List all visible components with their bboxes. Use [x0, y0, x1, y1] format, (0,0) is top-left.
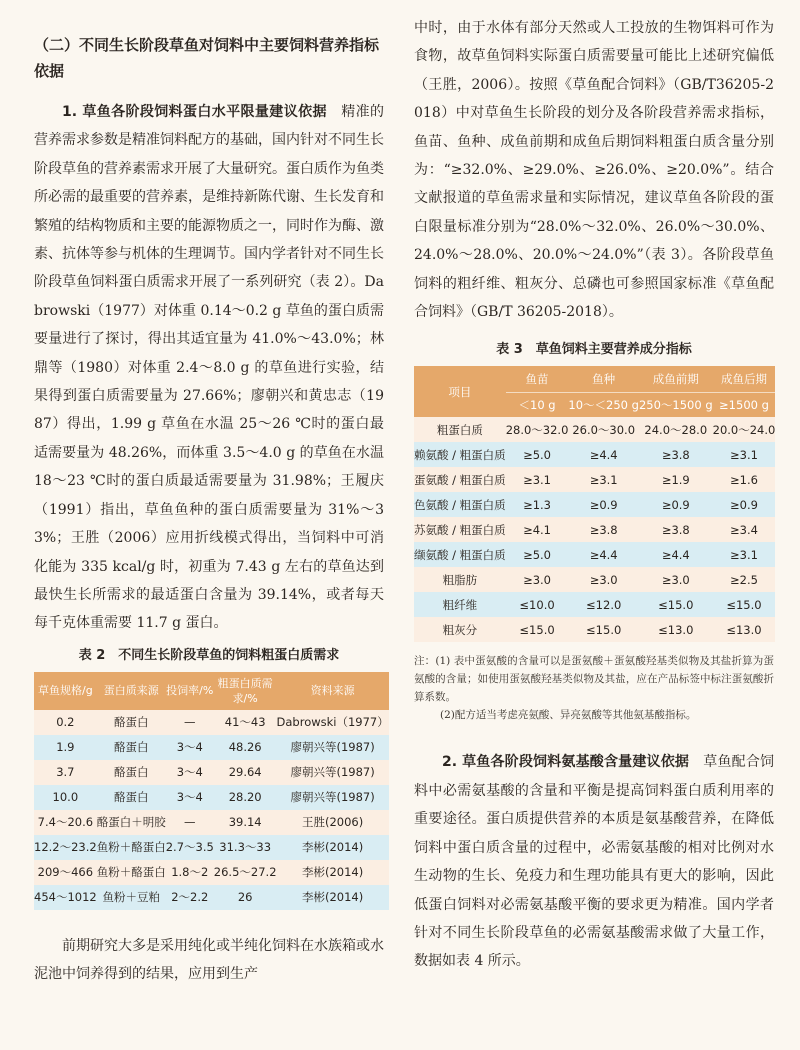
table3-cell: 粗纤维 [414, 592, 506, 617]
table3-cell: ≤10.0 [506, 592, 569, 617]
table2-row [34, 860, 389, 885]
table2-cell: 209～466 [34, 860, 97, 885]
table3-cell: ≥3.1 [568, 467, 639, 492]
table3-row [414, 417, 775, 442]
table3-cell: 赖氨酸 / 粗蛋白质 [414, 442, 506, 467]
table3-cell: 蛋氨酸 / 粗蛋白质 [414, 467, 506, 492]
table3-cell: ≥5.0 [506, 542, 569, 567]
table3-cell: ≥4.4 [639, 542, 713, 567]
table2-cell: 12.2～23.2 [34, 835, 97, 860]
table3-row [414, 542, 775, 567]
table2-cell: Dabrowski（1977） [277, 710, 389, 735]
table3-cell: 28.0～32.0 [506, 417, 569, 442]
table3-cell: ≥1.3 [506, 492, 569, 517]
table2-caption: 表 2 不同生长阶段草鱼的饲料粗蛋白质需求 [78, 647, 340, 663]
table2-cell: 454～1012 [34, 885, 97, 910]
table2-cell: 3～4 [166, 735, 214, 760]
table3-cell: 粗脂肪 [414, 567, 506, 592]
right-top-paragraph: 中时，由于水体有部分天然或人工投放的生物饵料可作为食物，故草鱼饲料实际蛋白质需要量可能比上述研究偏低（王胜，2006）。按照《草鱼配合饲料》（GB/T36205-2018）中对草鱼生长阶段的划分及各阶段营养需求指标，鱼苗、鱼种、成鱼前期和成鱼后期饲料粗蛋白质含量分别为：“≥32.0%、≥29.0%、≥26.0%、≥20.0%”。结合文献报道的草鱼需求量和实际情况，建议草鱼各阶段的蛋白限量标准分别为“28.0%～32.0%、26.0%～30.0%、24.0%～28.0%、20.0%～24.0%”（表 3）。各阶段草鱼饲料的粗纤维、粗灰分、总磷也可参照国家标准《草鱼配合饲料》（GB/T 36205-2018）。 [414, 20, 774, 321]
table2-cell: 48.26 [214, 735, 277, 760]
table3-cell: ≥1.9 [639, 467, 713, 492]
subsection-1-paragraph [34, 98, 384, 638]
table2-cell: 1.8～2 [166, 860, 214, 885]
table2-cell: 酪蛋白 [97, 760, 166, 785]
table3-cell: ≥3.8 [639, 442, 713, 467]
table2-cell: 廖朝兴等(1987) [277, 735, 389, 760]
table2-row [34, 835, 389, 860]
table2-row [34, 710, 389, 735]
table3-cell: ≥1.6 [713, 467, 776, 492]
table2-cell: 酪蛋白 [97, 735, 166, 760]
table2 [34, 672, 389, 910]
table3-cell: ≥4.1 [506, 517, 569, 542]
table3-header-row-stages [414, 366, 775, 393]
table3-cell: ≤15.0 [713, 592, 776, 617]
table3-stage-header: 成鱼后期 [713, 366, 776, 393]
table2-cell: 3.7 [34, 760, 97, 785]
table2-cell: 王胜(2006) [277, 810, 389, 835]
table2-row [34, 810, 389, 835]
table3-range-header: ＜10 g [506, 393, 569, 418]
table2-cell: 廖朝兴等(1987) [277, 785, 389, 810]
table3-cell: 苏氨酸 / 粗蛋白质 [414, 517, 506, 542]
table2-cell: 李彬(2014) [277, 835, 389, 860]
table3-cell: ≥3.8 [639, 517, 713, 542]
table3-cell: ≤12.0 [568, 592, 639, 617]
table3-cell: ≥3.1 [713, 542, 776, 567]
table3-row [414, 467, 775, 492]
table3-caption: 表 3 草鱼饲料主要营养成分指标 [496, 342, 692, 358]
table3-cell: ≥4.4 [568, 542, 639, 567]
table3-cell: ≥3.1 [506, 467, 569, 492]
table3-cell: ≥5.0 [506, 442, 569, 467]
table3-cell: 粗蛋白质 [414, 417, 506, 442]
table2-cell: 1.9 [34, 735, 97, 760]
subsection-2-paragraph [414, 748, 774, 975]
subsection-2-lead: 2. 草鱼各阶段饲料氨基酸含量建议依据 [442, 754, 690, 771]
table2-header-cell: 投饲率/% [166, 672, 214, 710]
table2-cell: 7.4～20.6 [34, 810, 97, 835]
table2-cell: 26.5～27.2 [214, 860, 277, 885]
table2-cell: 廖朝兴等(1987) [277, 760, 389, 785]
table3-cell: ≤15.0 [639, 592, 713, 617]
subsection-1-body: 精准的营养需求参数是精准饲料配方的基础，国内针对不同生长阶段草鱼的营养素需求开展了大量研究。蛋白质作为鱼类所必需的最重要的营养素，是维持新陈代谢、生长发育和繁殖的结构物质和主要的能源物质之一，同时作为酶、激素、抗体等参与机体的生理调节。国内学者针对不同生长阶段草鱼饲料蛋白质需求开展了一系列研究（表 2）。Dabrowski（1977）对体重 0.14～0.2 g 草鱼的蛋白质需要量进行了探讨，得出其适宜量为 41.0%～43.0%；林鼎等（1980）对体重 2.4～8.0 g 的草鱼进行实验，结果得到蛋白质需要量为 27.66%；廖朝兴和黄忠志（1987）得出，1.99 g 草鱼在水温 25～26 ℃时的蛋白最适需要量为 48.26%，而体重 3.5～4.0 g 的草鱼在水温 18～23 ℃时的蛋白质最适需要量为 31.98%；王履庆（1991）指出，草鱼鱼种的蛋白质需要量为 31%～33%；王胜（2006）应用折线模式得出，当饲料中可消化能为 335 kcal/g 时，初重为 7.43 g 左右的草鱼达到最快生长所需求的最适蛋白含量为 39.14%，或者每天每千克体重需要 11.7 g 蛋白。 [34, 104, 385, 632]
table2-row [34, 885, 389, 910]
table2-cell: 39.14 [214, 810, 277, 835]
table3-cell: ≥3.0 [506, 567, 569, 592]
table2-cell: 酪蛋白 [97, 785, 166, 810]
table2-cell: 鱼粉＋酪蛋白 [97, 835, 166, 860]
table2-cell: 酪蛋白 [97, 710, 166, 735]
table3 [414, 366, 775, 642]
table2-header-cell: 资料来源 [277, 672, 389, 710]
table2-header-cell: 草鱼规格/g [34, 672, 97, 710]
table2-cell: 3～4 [166, 760, 214, 785]
table2-header-cell: 蛋白质来源 [97, 672, 166, 710]
table3-note-2: (2)配方适当考虑亮氨酸、异亮氨酸等其他氨基酸指标。 [440, 709, 697, 722]
table3-row [414, 617, 775, 642]
table3-range-header: 250～1500 g [639, 393, 713, 418]
table2-cell: 2～2.2 [166, 885, 214, 910]
table2-cell: — [166, 810, 214, 835]
table3-cell: ≥0.9 [713, 492, 776, 517]
table3-cell: ≥3.0 [639, 567, 713, 592]
left-column [34, 0, 389, 989]
table3-notes [414, 652, 774, 724]
subsection-2-body: 草鱼配合饲料中必需氨基酸的含量和平衡是提高饲料蛋白质利用率的重要途径。蛋白质提供营养的本质是氨基酸营养，在降低饲料中蛋白质含量的过程中，必需氨基酸的相对比例对水生动物的生长、免疫力和生理功能具有更大的影响，因此低蛋白饲料对必需氨基酸平衡的要求更为精准。国内学者针对不同生长阶段草鱼的必需氨基酸需求做了大量工作，数据如表 4 所示。 [414, 754, 775, 970]
table3-cell: ≥3.1 [713, 442, 776, 467]
right-column [414, 0, 774, 976]
table2-row [34, 785, 389, 810]
table3-item-header: 项目 [414, 366, 506, 417]
table3-cell: ≤15.0 [568, 617, 639, 642]
table2-cell: 李彬(2014) [277, 860, 389, 885]
table3-range-header: 10～＜250 g [568, 393, 639, 418]
table2-cell: 鱼粉＋酪蛋白 [97, 860, 166, 885]
table3-row [414, 592, 775, 617]
table3-cell: ≤13.0 [639, 617, 713, 642]
subsection-1-lead: 1. 草鱼各阶段饲料蛋白水平限量建议依据 [62, 104, 327, 120]
table2-row [34, 760, 389, 785]
table2-cell: 0.2 [34, 710, 97, 735]
table3-stage-header: 鱼苗 [506, 366, 569, 393]
table3-cell: 20.0～24.0 [713, 417, 776, 442]
table3-stage-header: 鱼种 [568, 366, 639, 393]
table2-cell: 28.20 [214, 785, 277, 810]
table2-cell: 3～4 [166, 785, 214, 810]
table3-cell: ≥0.9 [639, 492, 713, 517]
table2-cell: 41～43 [214, 710, 277, 735]
table3-row [414, 517, 775, 542]
table3-range-header: ≥1500 g [713, 393, 776, 418]
table3-cell: ≤15.0 [506, 617, 569, 642]
table3-cell: 26.0～30.0 [568, 417, 639, 442]
table2-cell: 10.0 [34, 785, 97, 810]
table2-header-cell: 粗蛋白质需求/% [214, 672, 277, 710]
left-bottom-paragraph: 前期研究大多是采用纯化或半纯化饲料在水族箱或水泥池中饲养得到的结果，应用到生产 [34, 937, 384, 983]
table3-cell: ≥3.0 [568, 567, 639, 592]
table2-cell: 26 [214, 885, 277, 910]
table2-cell: 2.7～3.5 [166, 835, 214, 860]
table3-cell: 粗灰分 [414, 617, 506, 642]
table3-row [414, 442, 775, 467]
table3-cell: ≥2.5 [713, 567, 776, 592]
table3-cell: 色氨酸 / 粗蛋白质 [414, 492, 506, 517]
table3-cell: ≥3.4 [713, 517, 776, 542]
table2-cell: — [166, 710, 214, 735]
section-title: （二）不同生长阶段草鱼对饲料中主要饲料营养指标依据 [34, 36, 380, 80]
table3-cell: ≥4.4 [568, 442, 639, 467]
table3-cell: ≥0.9 [568, 492, 639, 517]
table3-cell: ≤13.0 [713, 617, 776, 642]
table3-row [414, 567, 775, 592]
table2-header-row [34, 672, 389, 710]
table3-note-1: 注：(1) 表中蛋氨酸的含量可以是蛋氨酸＋蛋氨酸羟基类似物及其盐折算为蛋氨酸的含量；如使用蛋氨酸羟基类似物及其盐，应在产品标签中标注蛋氨酸折算系数。 [414, 655, 774, 704]
table2-cell: 29.64 [214, 760, 277, 785]
table3-stage-header: 成鱼前期 [639, 366, 713, 393]
table2-cell: 31.3～33 [214, 835, 277, 860]
table2-row [34, 735, 389, 760]
table3-cell: 缬氨酸 / 粗蛋白质 [414, 542, 506, 567]
table2-cell: 鱼粉＋豆粕 [97, 885, 166, 910]
table3-row [414, 492, 775, 517]
table2-cell: 酪蛋白＋明胶 [97, 810, 166, 835]
table2-cell: 李彬(2014) [277, 885, 389, 910]
table3-cell: 24.0～28.0 [639, 417, 713, 442]
table3-cell: ≥3.8 [568, 517, 639, 542]
